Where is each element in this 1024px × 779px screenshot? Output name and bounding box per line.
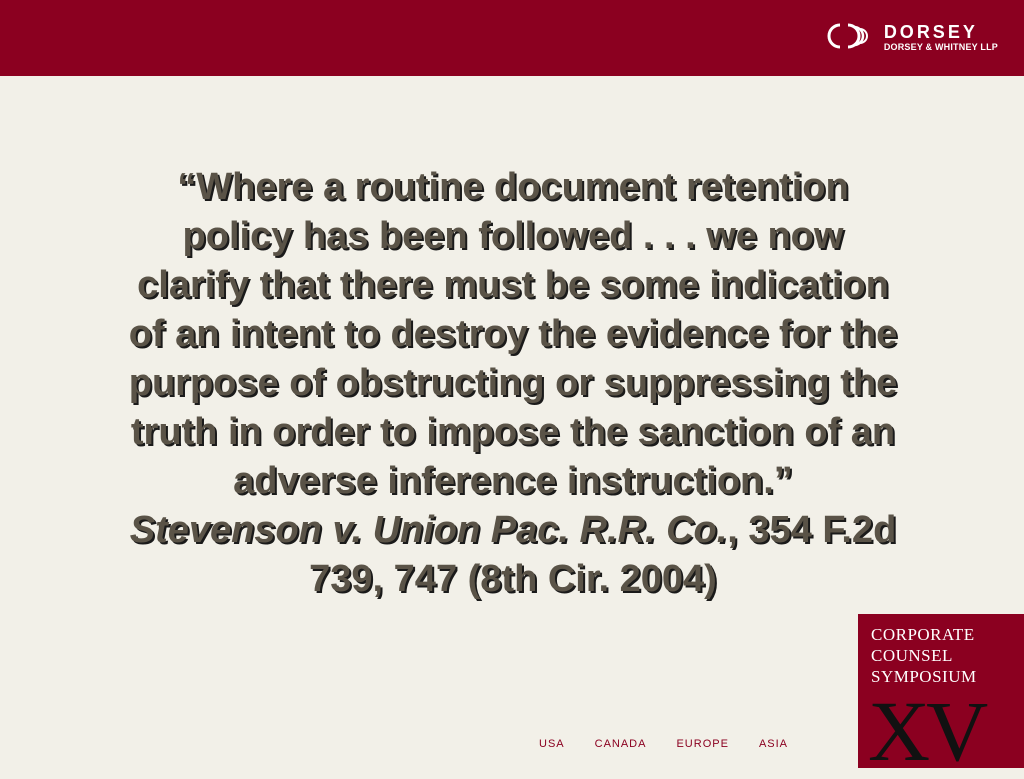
quote-line: “Where a routine document retention: [177, 166, 849, 208]
badge-line-symposium: SYMPOSIUM: [871, 667, 977, 686]
quote-line: of an intent to destroy the evidence for the: [128, 313, 898, 355]
badge-numeral: XV: [868, 683, 985, 779]
header-bar: [0, 0, 1024, 76]
citation-line-2: 739, 747 (8th Cir. 2004): [309, 558, 717, 600]
badge-line-counsel: COUNSEL: [871, 646, 953, 665]
region-canada: CANADA: [594, 738, 647, 750]
quote-line: policy has been followed . . . we now: [182, 215, 844, 257]
quote-line: purpose of obstructing or suppressing the: [128, 362, 898, 404]
logo-subtitle: DORSEY & WHITNEY LLP: [883, 42, 998, 52]
symposium-badge: [858, 614, 1024, 779]
quote-line: truth in order to impose the sanction of an: [130, 411, 896, 453]
badge-text: [871, 624, 977, 687]
citation-case-name: Stevenson v. Union Pac. R.R. Co.: [129, 509, 728, 551]
citation-line: [40, 506, 986, 555]
dorsey-logo: [826, 22, 998, 58]
region-usa: USA: [539, 738, 565, 750]
quote-line: clarify that there must be some indication: [137, 264, 889, 306]
quote-line: adverse inference instruction.”: [233, 460, 793, 502]
region-list: [539, 738, 788, 750]
badge-line-corporate: CORPORATE: [871, 625, 975, 644]
dorsey-logo-mark-icon: [826, 22, 876, 50]
logo-name: DORSEY: [883, 22, 978, 42]
quote-block: [40, 163, 986, 604]
region-asia: ASIA: [758, 738, 789, 750]
region-europe: EUROPE: [676, 738, 729, 750]
citation-reporter: , 354 F.2d: [727, 509, 897, 551]
